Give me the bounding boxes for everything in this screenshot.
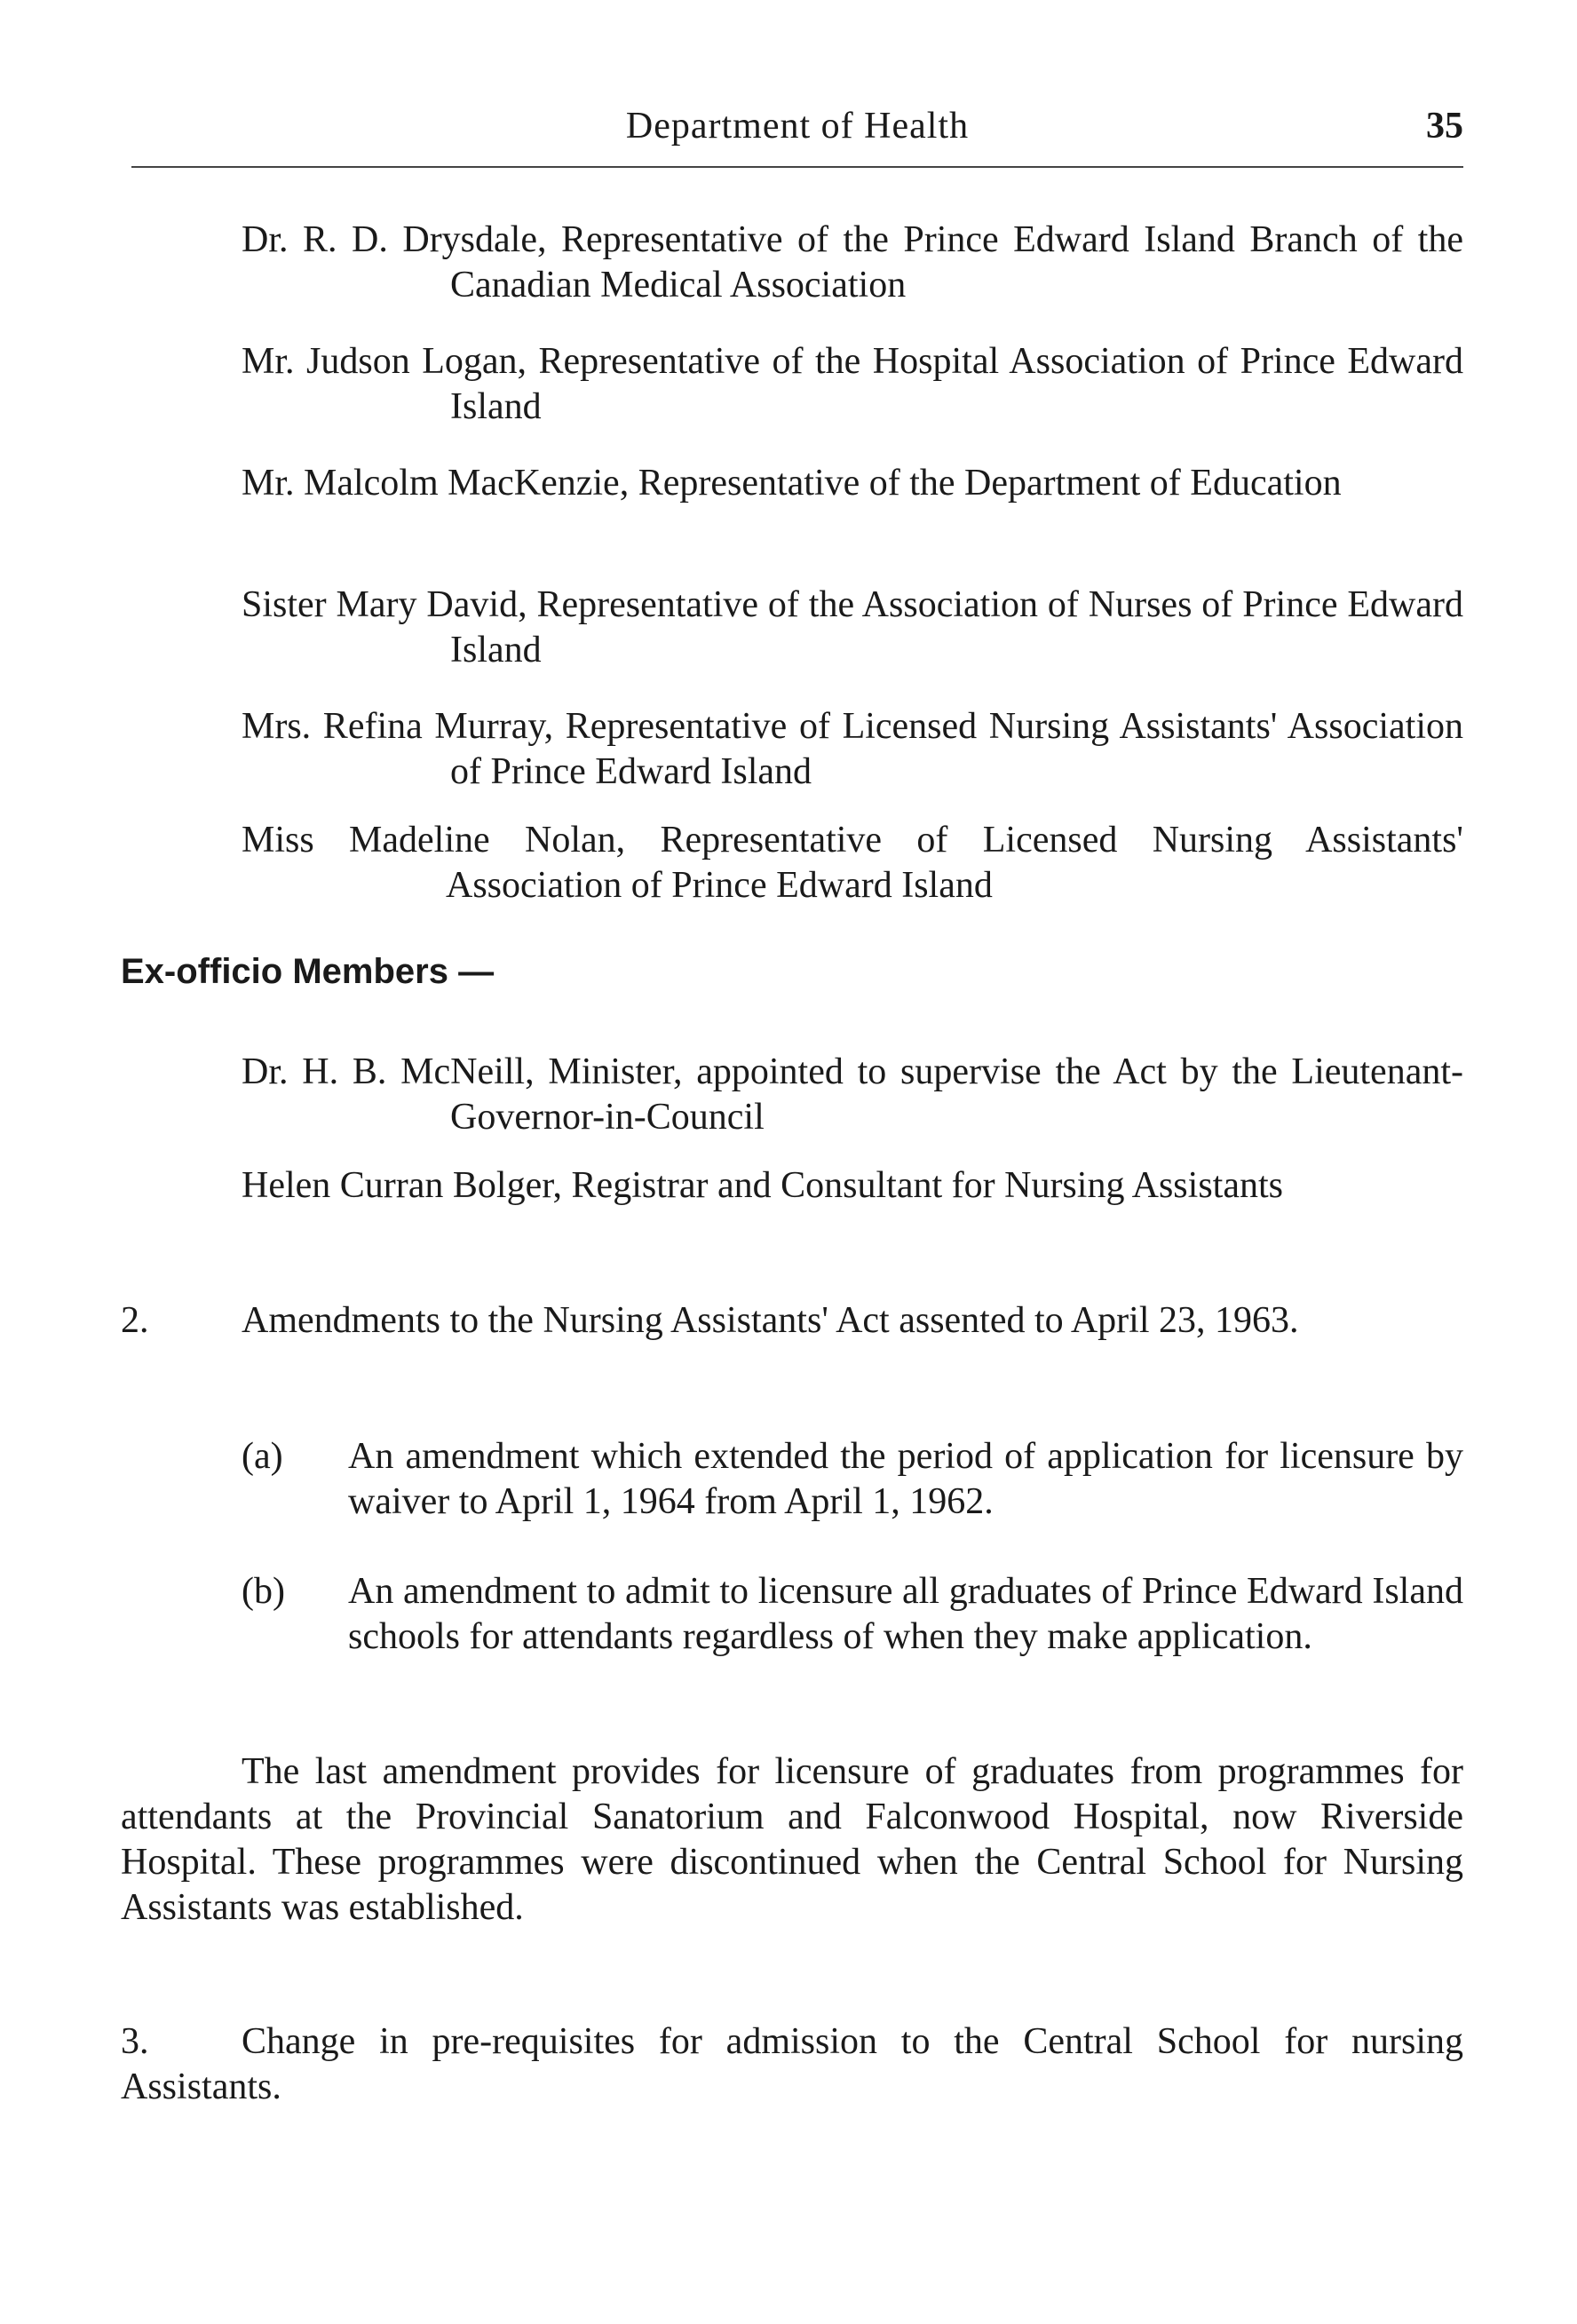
ex-officio-heading: Ex-officio Members — [121, 952, 495, 991]
item-3-number: 3. [121, 2021, 149, 2062]
item-2b-label: (b) [242, 1571, 285, 1612]
member-mary-david: Sister Mary David, Representative of the Association of Nurses of Prince Edward Island [242, 584, 1463, 670]
member-murray: Mrs. Refina Murray, Representative of Licensed Nursing Assistants' Association of Prince Edward Island [242, 706, 1463, 792]
item-2a-label: (a) [242, 1436, 283, 1477]
item-3 [121, 2019, 1463, 2110]
running-header [131, 105, 1463, 158]
member-logan: Mr. Judson Logan, Representative of the Hospital Association of Prince Edward Island [242, 341, 1463, 427]
item-2-text: Amendments to the Nursing Assistants' Act assented to April 23, 1963. [242, 1300, 1299, 1341]
ex-officio-mcneill: Dr. H. B. McNeill, Minister, appointed to supervise the Act by the Lieutenant-Governor-in-Council [242, 1051, 1463, 1138]
header-rule [131, 166, 1463, 168]
ex-officio-bolger: Helen Curran Bolger, Registrar and Consultant for Nursing Assistants [242, 1165, 1283, 1206]
page-number: 35 [1426, 106, 1463, 147]
item-2b-text: An amendment to admit to licensure all graduates of Prince Edward Island schools for attendants regardless of when they make application. [348, 1571, 1463, 1657]
closing-paragraph: The last amendment provides for licensure of graduates from programmes for attendants at the Provincial Sanatorium and Falconwood Hospital, now Riverside Hospital. These programmes were discontinued when the Central School for Nursing Assistants was established. [121, 1751, 1463, 1928]
member-nolan: Miss Madeline Nolan, Representative of Licensed Nursing Assistants' Association of Prince Edward Island [242, 820, 1463, 906]
item-2-number: 2. [121, 1300, 149, 1341]
item-2b [242, 1569, 1463, 1660]
item-2a-text: An amendment which extended the period of application for licensure by waiver to April 1, 1964 from April 1, 1962. [348, 1436, 1463, 1522]
item-2 [121, 1298, 1463, 1344]
member-drysdale: Dr. R. D. Drysdale, Representative of the Prince Edward Island Branch of the Canadian Medical Association [242, 219, 1463, 305]
member-mackenzie: Mr. Malcolm MacKenzie, Representative of the Department of Education [242, 463, 1342, 504]
header-title: Department of Health [625, 106, 970, 147]
item-3-text: Change in pre-requisites for admission to the Central School for nursing Assistants. [121, 2021, 1463, 2107]
item-2a [242, 1434, 1463, 1525]
